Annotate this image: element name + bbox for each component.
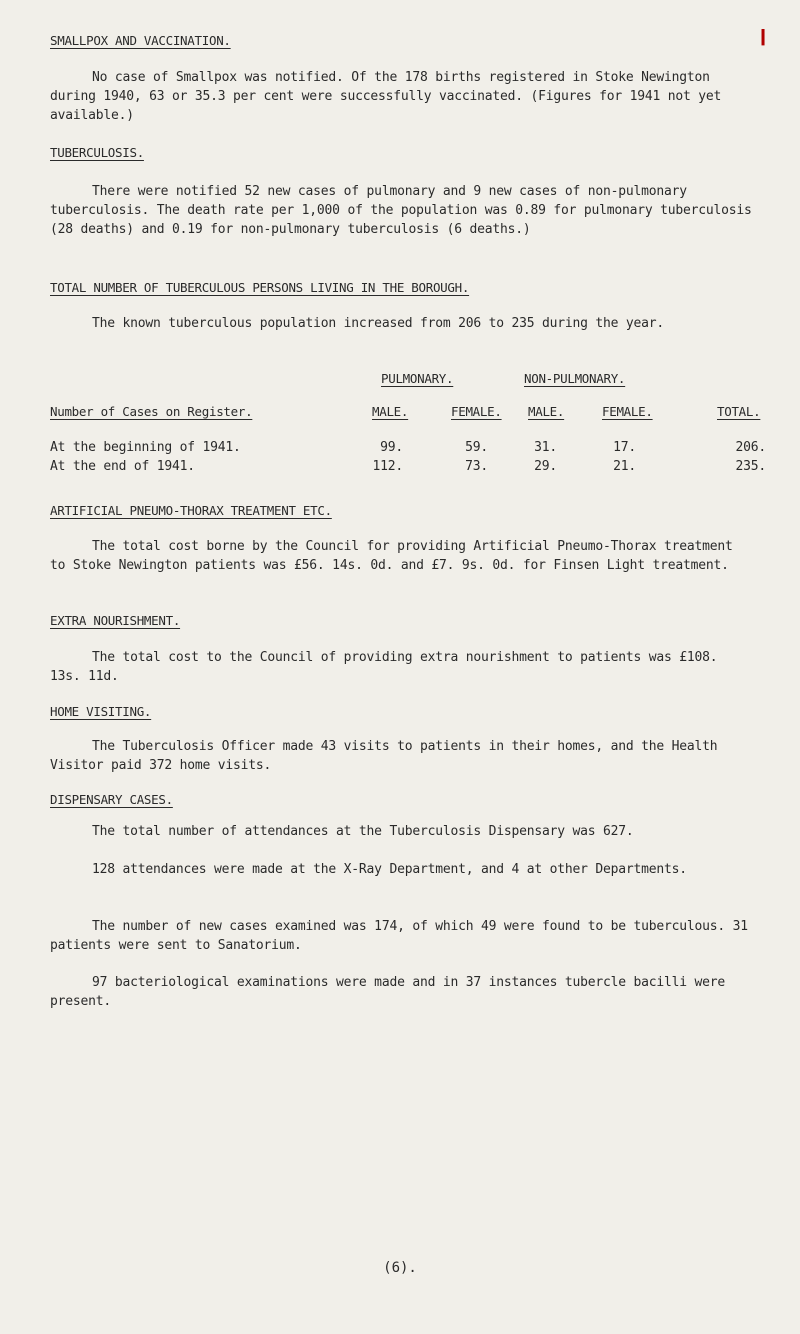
cell-total: 206. [735,440,766,455]
cell-nonpulmonary-male: 29. [534,459,557,474]
dispensary-paragraph-3: The number of new cases examined was 174, of which 49 were found to be tuberculous. 31 patients were sent to Sanatorium. [50,919,748,953]
cell-total: 235. [735,459,766,474]
dispensary-heading: DISPENSARY CASES. [50,792,173,807]
cell-pulmonary-male: 99. [380,440,403,455]
red-mark: ❙ [757,24,770,48]
col-total: TOTAL. [717,404,761,419]
nourishment-paragraph: The total cost to the Council of providing extra nourishment to patients was £108. 13s. 11d. [50,650,718,684]
cell-nonpulmonary-female: 17. [613,440,636,455]
row-header: Number of Cases on Register. [50,404,253,419]
nourishment-heading: EXTRA NOURISHMENT. [50,613,181,628]
smallpox-paragraph: No case of Smallpox was notified. Of the 178 births registered in Stoke Newington during 1940, 63 or 35.3 per cent were successfully vaccinated. (Figures for 1941 not yet available.) [50,70,722,123]
total-persons-paragraph: The known tuberculous population increased from 206 to 235 during the year. [92,316,664,331]
tuberculosis-heading: TUBERCULOSIS. [50,145,144,160]
home-visiting-paragraph: The Tuberculosis Officer made 43 visits to patients in their homes, and the Health Visitor paid 372 home visits. [50,739,718,773]
tuberculosis-paragraph: There were notified 52 new cases of pulmonary and 9 new cases of non-pulmonary tuberculosis. The death rate per 1,000 of the population was 0.89 for pulmonary tuberculosis (28 deaths) and 0.19 for non-pulmonary tuberculosis (6 deaths.) [50,184,752,237]
group-non-pulmonary-header: NON-PULMONARY. [524,371,626,386]
artificial-paragraph: The total cost borne by the Council for providing Artificial Pneumo-Thorax treatment to Stoke Newington patients was £56. 14s. 0d. and £7. 9s. 0d. for Finsen Light treatment. [50,539,733,573]
cell-nonpulmonary-female: 21. [613,459,636,474]
smallpox-heading: SMALLPOX AND VACCINATION. [50,33,231,48]
cell-nonpulmonary-male: 31. [534,440,557,455]
artificial-heading: ARTIFICIAL PNEUMO-THORAX TREATMENT ETC. [50,503,332,518]
row-label: At the end of 1941. [50,459,195,474]
dispensary-paragraph-2: 128 attendances were made at the X-Ray Department, and 4 at other Departments. [92,862,687,877]
cell-pulmonary-female: 59. [465,440,488,455]
cell-pulmonary-male: 112. [372,459,403,474]
col-male2: MALE. [528,404,565,419]
dispensary-paragraph-1: The total number of attendances at the Tuberculosis Dispensary was 627. [92,824,634,839]
total-persons-heading: TOTAL NUMBER OF TUBERCULOUS PERSONS LIVING IN THE BOROUGH. [50,280,470,295]
dispensary-paragraph-4: 97 bacteriological examinations were made and in 37 instances tubercle bacilli were present. [50,975,726,1009]
home-visiting-heading: HOME VISITING. [50,704,152,719]
col-female: FEMALE. [451,404,502,419]
page-number: (6). [383,1260,417,1276]
col-female2: FEMALE. [602,404,653,419]
group-pulmonary-header: PULMONARY. [381,371,454,386]
cell-pulmonary-female: 73. [465,459,488,474]
col-male: MALE. [372,404,409,419]
row-label: At the beginning of 1941. [50,440,241,455]
